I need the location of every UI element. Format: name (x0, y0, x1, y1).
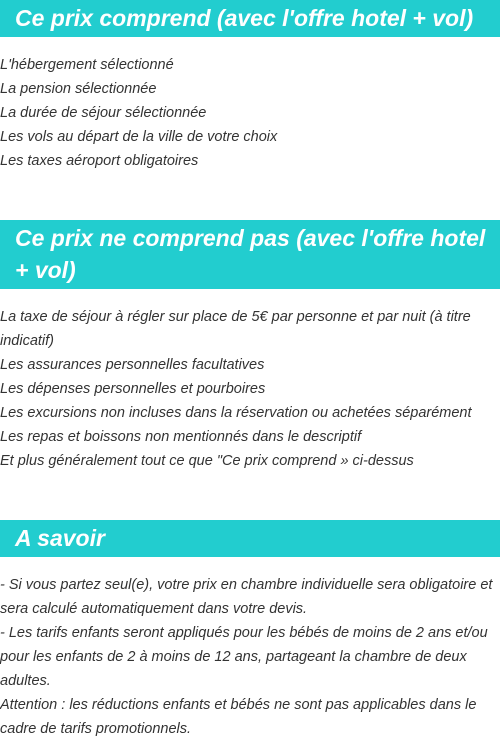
section-title-included: Ce prix comprend (avec l'offre hotel + vol) (0, 0, 500, 37)
list-item: - Si vous partez seul(e), votre prix en chambre individuelle sera obligatoire et sera calculé automatiquement dans votre devis. (0, 577, 493, 617)
list-item: - Les tarifs enfants seront appliqués pour les bébés de moins de 2 ans et/ou pour les enfants de 2 à moins de 12 ans, partageant la chambre de deux adultes. (0, 625, 488, 689)
list-item: L'hébergement sélectionné (0, 57, 174, 73)
good-to-know-list (0, 573, 500, 741)
list-item: Les vols au départ de la ville de votre choix (0, 129, 278, 145)
list-item: La durée de séjour sélectionnée (0, 105, 207, 121)
list-item: La pension sélectionnée (0, 81, 157, 97)
list-item: Les taxes aéroport obligatoires (0, 153, 199, 169)
not-included-list (0, 305, 500, 473)
list-item: Les dépenses personnelles et pourboires (0, 381, 266, 397)
list-item: Les repas et boissons non mentionnés dans le descriptif (0, 429, 362, 445)
list-item: Les assurances personnelles facultatives (0, 357, 265, 373)
section-title-not-included: Ce prix ne comprend pas (avec l'offre hotel + vol) (0, 220, 500, 289)
included-list (0, 53, 500, 173)
section-title-good-to-know: A savoir (0, 520, 500, 557)
list-item: Et plus généralement tout ce que "Ce prix comprend » ci-dessus (0, 453, 414, 469)
list-item: Attention : les réductions enfants et bébés ne sont pas applicables dans le cadre de tarifs promotionnels. (0, 697, 477, 737)
list-item: La taxe de séjour à régler sur place de 5€ par personne et par nuit (à titre indicatif) (0, 309, 471, 349)
list-item: Les excursions non incluses dans la réservation ou achetées séparément (0, 405, 472, 421)
